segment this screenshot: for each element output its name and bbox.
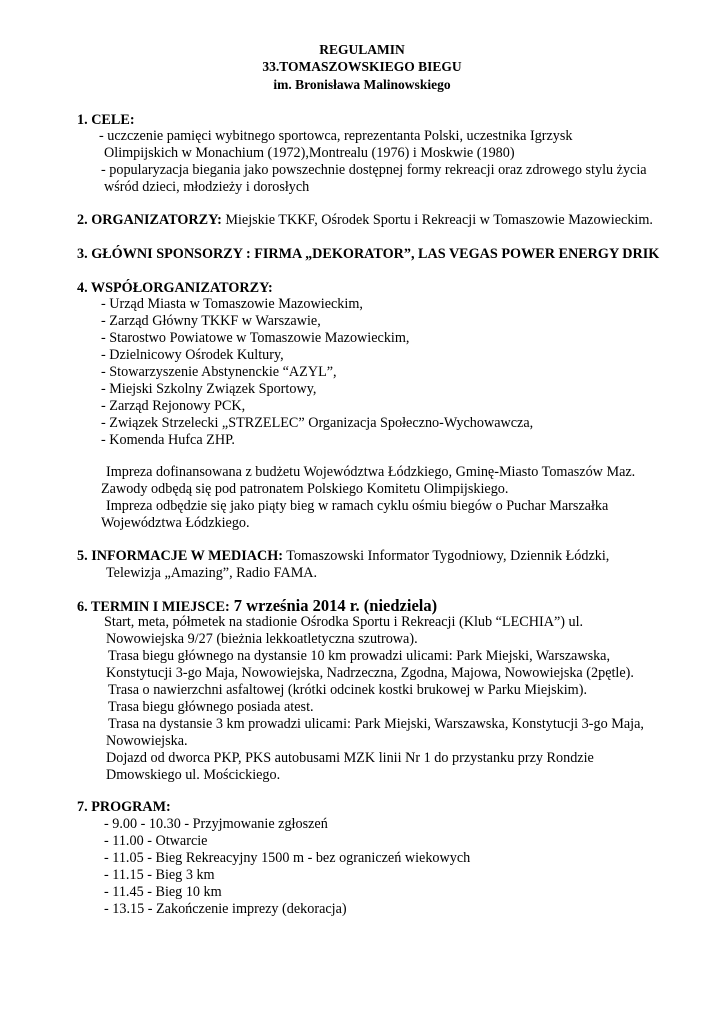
co-organizer-item: - Miejski Szkolny Związek Sportowy, [101, 381, 317, 397]
route-line: Trasa na dystansie 3 km prowadzi ulicami: Park Miejski, Warszawska, Konstytucji 3-go Maja, [108, 716, 644, 732]
co-organizer-item: - Starostwo Powiatowe w Tomaszowie Mazowieckim, [101, 330, 410, 346]
co-organizer-item: - Zarząd Rejonowy PCK, [101, 398, 246, 414]
program-item: - 11.15 - Bieg 3 km [104, 867, 215, 883]
section-1-heading: 1. CELE: [77, 112, 135, 128]
transport-line: Dmowskiego ul. Mościckiego. [106, 767, 281, 783]
program-item: - 9.00 - 10.30 - Przyjmowanie zgłoszeń [104, 816, 328, 832]
series-note: Impreza odbędzie się jako piąty bieg w ramach cyklu ośmiu biegów o Puchar Marszałka [106, 498, 609, 514]
co-organizer-item: - Związek Strzelecki „STRZELEC” Organizacja Społeczno-Wychowawcza, [101, 415, 534, 431]
section-2 [77, 212, 653, 229]
section-2-heading: 2. ORGANIZATORZY: [77, 212, 222, 228]
section-7-heading: 7. PROGRAM: [77, 799, 171, 815]
co-organizer-item: - Komenda Hufca ZHP. [101, 432, 235, 448]
route-line: Trasa biegu głównego posiada atest. [108, 699, 314, 715]
section-5-line: Telewizja „Amazing”, Radio FAMA. [106, 565, 318, 581]
section-5-text: Tomaszowski Informator Tygodniowy, Dziennik Łódzki, [282, 548, 610, 564]
venue-line: Nowowiejska 9/27 (bieżnia lekkoatletyczna szutrowa). [106, 631, 418, 647]
funding-note: Impreza dofinansowana z budżetu Województwa Łódzkiego, Gminę-Miasto Tomaszów Maz. [106, 464, 636, 480]
section-6-heading: 6. TERMIN I MIEJSCE: [77, 599, 230, 615]
section-2-text: Miejskie TKKF, Ośrodek Sportu i Rekreacji w Tomaszowie Mazowieckim. [221, 212, 653, 228]
series-note-cont: Województwa Łódzkiego. [101, 515, 250, 531]
program-item: - 13.15 - Zakończenie imprezy (dekoracja) [104, 901, 347, 917]
doc-patron: im. Bronisława Malinowskiego [273, 77, 451, 92]
co-organizer-item: - Zarząd Główny TKKF w Warszawie, [101, 313, 321, 329]
venue-line: Start, meta, półmetek na stadionie Ośrodka Sportu i Rekreacji (Klub “LECHIA”) ul. [104, 614, 584, 630]
section-3-heading: 3. GŁÓWNI SPONSORZY : FIRMA „DEKORATOR”, LAS VEGAS POWER ENERGY DRIK [77, 246, 660, 262]
section-5 [77, 548, 609, 565]
transport-line: Dojazd od dworca PKP, PKS autobusami MZK linii Nr 1 do przystanku przy Rondzie [106, 750, 594, 766]
patronage-note: Zawody odbędą się pod patronatem Polskiego Komitetu Olimpijskiego. [101, 481, 509, 497]
section-5-heading: 5. INFORMACJE W MEDIACH: [77, 548, 283, 564]
section-4-heading: 4. WSPÓŁORGANIZATORZY: [77, 280, 273, 296]
section-1-line: - uczczenie pamięci wybitnego sportowca, reprezentanta Polski, uczestnika Igrzysk [99, 128, 573, 144]
event-date: 7 września 2014 r. (niedziela) [229, 596, 438, 615]
program-item: - 11.00 - Otwarcie [104, 833, 208, 849]
route-line: Trasa o nawierzchni asfaltowej (krótki odcinek kostki brukowej w Parku Miejskim). [108, 682, 587, 698]
section-1-line: - popularyzacja biegania jako powszechnie dostępnej formy rekreacji oraz zdrowego stylu życia [101, 162, 647, 178]
route-line: Nowowiejska. [106, 733, 188, 749]
route-line: Konstytucji 3-go Maja, Nowowiejska, Nadrzeczna, Zgodna, Majowa, Nowowiejska (2pętle). [106, 665, 634, 681]
co-organizer-item: - Stowarzyszenie Abstynenckie “AZYL”, [101, 364, 337, 380]
program-item: - 11.05 - Bieg Rekreacyjny 1500 m - bez ograniczeń wiekowych [104, 850, 471, 866]
co-organizer-item: - Dzielnicowy Ośrodek Kultury, [101, 347, 284, 363]
section-1-line: wśród dzieci, młodzieży i dorosłych [104, 179, 310, 195]
doc-title: REGULAMIN [319, 42, 405, 57]
co-organizer-item: - Urząd Miasta w Tomaszowie Mazowieckim, [101, 296, 363, 312]
route-line: Trasa biegu głównego na dystansie 10 km prowadzi ulicami: Park Miejski, Warszawska, [108, 648, 611, 664]
doc-subtitle: 33.TOMASZOWSKIEGO BIEGU [262, 59, 462, 74]
program-item: - 11.45 - Bieg 10 km [104, 884, 222, 900]
section-1-line: Olimpijskich w Monachium (1972),Montrealu (1976) i Moskwie (1980) [104, 145, 515, 161]
